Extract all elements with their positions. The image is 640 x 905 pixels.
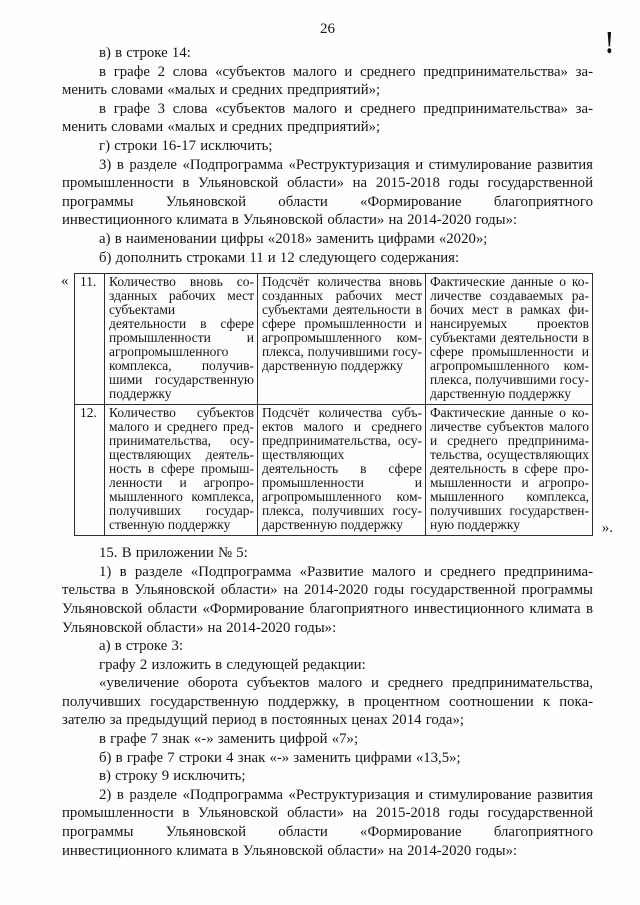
amendment-table-block xyxy=(61,273,613,537)
method-cell: Подсчёт количества вновь созданных рабочих мест субъектами деятельности в сфере промышленности и агропромышленного комплекса, получившими государственную поддержку xyxy=(258,274,426,405)
paragraph: 2) в разделе «Подпрограмма «Реструктуризация и стимулирование развития промышленности в Ульяновской области» на 2015-2018 годы государственной программы Ульяновской области «Формирование благоприятного инвестиционного климата в Ульяновской области» на 2014-2020 годы»: xyxy=(62,786,593,859)
row-number-cell: 12. xyxy=(75,405,105,536)
source-cell: Фактические данные о количестве создаваемых рабочих мест в рамках финансируемых проектов субъектами деятельности в сфере промышленности и агропромышленного комплекса, получившими государственную поддержку xyxy=(426,274,593,405)
table-row xyxy=(75,405,593,536)
paragraph: 15. В приложении № 5: xyxy=(99,545,248,562)
open-quote: « xyxy=(61,273,69,290)
paragraph: в) в строке 14: xyxy=(99,45,191,61)
row-number-cell: 11. xyxy=(75,274,105,405)
paragraph: б) в графе 7 строки 4 знак «-» заменить цифрами «13,5»; xyxy=(99,749,461,766)
paragraph: в) строку 9 исключить; xyxy=(99,768,246,785)
method-cell: Подсчёт количества субъектов малого и среднего предпринимательства, осуществляющих деятельность в сфере промышленности и агропромышленного комплекса, получивших государственную поддержку xyxy=(258,405,426,536)
paragraph: г) строки 16-17 исключить; xyxy=(99,137,273,154)
ink-blot-icon: ! xyxy=(605,24,614,60)
page-number: 26 xyxy=(320,21,335,37)
source-cell: Фактические данные о количестве субъектов малого и среднего предпринимательства, осуществляющих деятельность в сфере промышленности и агропромышленного комплекса, получивших государственную поддержку xyxy=(426,405,593,536)
indicator-cell: Количество вновь созданных рабочих мест субъектами деятельности в сфере промышленности и агропромышленного комплекса, получившими государственную поддержку xyxy=(105,274,258,405)
close-quote: ». xyxy=(601,520,613,537)
paragraph: графу 2 изложить в следующей редакции: xyxy=(99,656,366,673)
paragraph: в графе 3 слова «субъектов малого и среднего предпринимательства» заменить словами «малых и средних предприятий»; xyxy=(62,100,593,136)
paragraph: а) в строке 3: xyxy=(99,638,183,655)
paragraph: а) в наименовании цифры «2018» заменить цифрами «2020»; xyxy=(99,230,488,247)
page-content xyxy=(61,20,613,860)
indicators-table xyxy=(74,273,593,536)
paragraph: б) дополнить строками 11 и 12 следующего содержания: xyxy=(99,249,460,266)
table-row xyxy=(75,274,593,405)
indicator-cell: Количество субъектов малого и среднего предпринимательства, осуществляющих деятельность в сфере промышленности и агропромышленного комплекса, получивших государственную поддержку xyxy=(105,405,258,536)
paragraph: 3) в разделе «Подпрограмма «Реструктуризация и стимулирование развития промышленности в Ульяновской области» на 2015-2018 годы государственной программы Ульяновской области «Формирование благоприятного инвестиционного климата в Ульяновской области» на 2014-2020 годы»: xyxy=(62,156,593,229)
paragraph: «увеличение оборота субъектов малого и среднего предпринимательства, получивших государственную поддержку, в процентном соотношении к показателю за предыдущий период в постоянных ценах 2014 года»; xyxy=(62,675,593,729)
paragraph: 1) в разделе «Подпрограмма «Развитие малого и среднего предпринимательства в Ульяновской области» на 2014-2020 годы государственной программы Ульяновской области «Формирование благоприятного инвестиционного климата в Ульяновской области» на 2014-2020 годы»: xyxy=(62,563,593,636)
paragraph: в графе 7 знак «-» заменить цифрой «7»; xyxy=(99,731,359,748)
paragraph: в графе 2 слова «субъектов малого и среднего предпринимательства» заменить словами «малых и средних предприятий»; xyxy=(62,63,593,99)
